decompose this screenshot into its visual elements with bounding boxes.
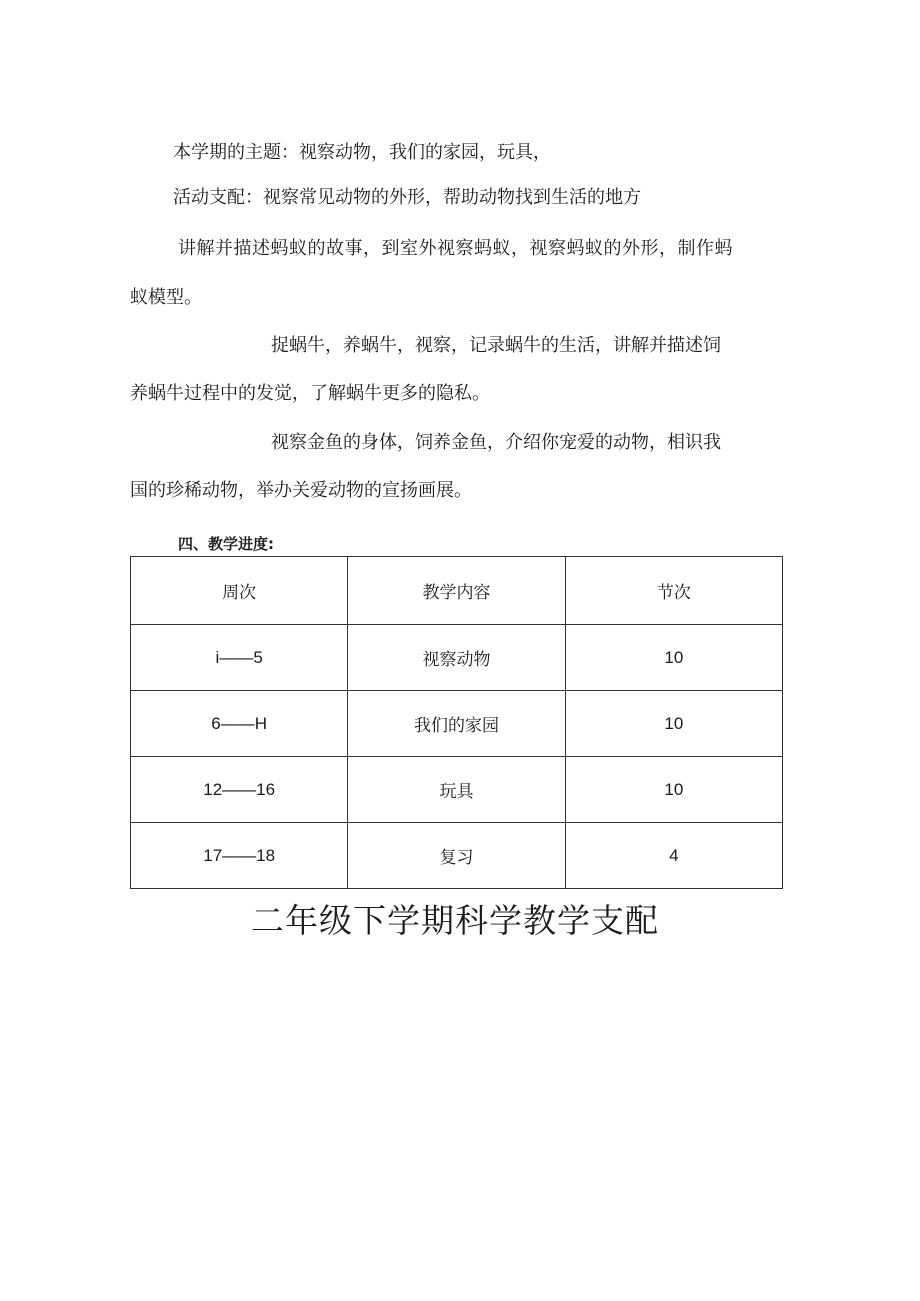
cell-weeks: i——5: [131, 625, 348, 691]
cell-weeks: 17——18: [131, 823, 348, 889]
cell-periods: 10: [565, 625, 782, 691]
table-row: [131, 823, 783, 889]
cell-weeks: 6——H: [131, 691, 348, 757]
snail-paragraph-line-1: 捉蜗牛，养蜗牛，视察，记录蜗牛的生活，讲解并描述饲: [271, 335, 721, 356]
theme-paragraph: 本学期的主题：视察动物，我们的家园，玩具，: [173, 142, 551, 163]
header-periods: 节次: [565, 557, 782, 625]
cell-weeks: 12——16: [131, 757, 348, 823]
table-header-row: [131, 557, 783, 625]
fish-paragraph-line-1: 视察金鱼的身体，饲养金鱼，介绍你宠爱的动物，相识我: [271, 432, 721, 453]
header-weeks: 周次: [131, 557, 348, 625]
ant-paragraph-line-1: 讲解并描述蚂蚁的故事，到室外视察蚂蚁，视察蚂蚁的外形，制作蚂: [178, 238, 733, 259]
snail-paragraph-line-2: 养蜗牛过程中的发觉，了解蜗牛更多的隐私。: [130, 383, 490, 404]
cell-content: 视察动物: [348, 625, 565, 691]
cell-content: 复习: [348, 823, 565, 889]
fish-paragraph-line-2: 国的珍稀动物，举办关爱动物的宣扬画展。: [130, 480, 472, 501]
header-content: 教学内容: [348, 557, 565, 625]
document-title: 二年级下学期科学教学支配: [251, 901, 659, 940]
activity-paragraph: 活动支配：视察常见动物的外形，帮助动物找到生活的地方: [173, 187, 641, 208]
teaching-schedule-table: [130, 556, 783, 889]
section-heading: 四、教学进度:: [178, 535, 274, 553]
cell-periods: 4: [565, 823, 782, 889]
table-row: [131, 625, 783, 691]
table-row: [131, 691, 783, 757]
cell-periods: 10: [565, 691, 782, 757]
cell-periods: 10: [565, 757, 782, 823]
cell-content: 我们的家园: [348, 691, 565, 757]
table-row: [131, 757, 783, 823]
ant-paragraph-line-2: 蚁模型。: [130, 287, 202, 308]
cell-content: 玩具: [348, 757, 565, 823]
